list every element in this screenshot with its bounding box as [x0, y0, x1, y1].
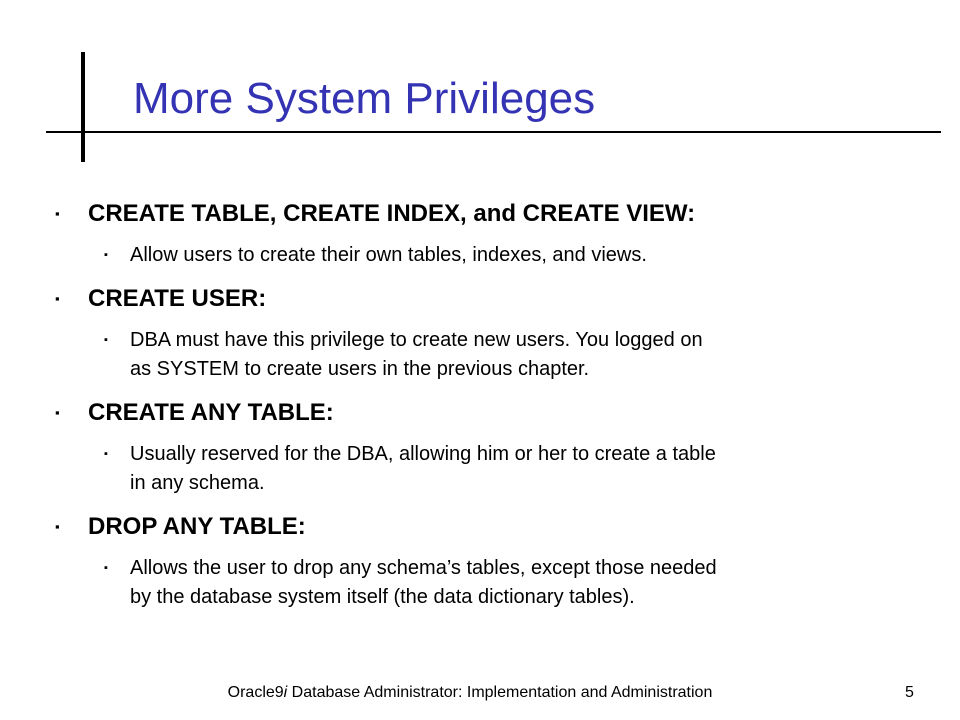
- sub-bullet-line: Usually reserved for the DBA, allowing him or her to create a table: [130, 443, 716, 465]
- slide-title: More System Privileges: [133, 74, 596, 123]
- square-bullet-icon: ▪: [104, 448, 108, 460]
- footer-prefix: Oracle9: [227, 684, 284, 701]
- slide-footer: [0, 682, 940, 704]
- sub-bullet-item: [50, 554, 920, 612]
- sub-bullet-line: by the database system itself (the data dictionary tables).: [130, 586, 635, 608]
- bullet-heading: CREATE USER:: [88, 285, 267, 312]
- square-bullet-icon: ▪: [55, 206, 60, 221]
- bullet-item: [50, 198, 920, 230]
- decorative-horizontal-rule: [46, 131, 941, 133]
- square-bullet-icon: ▪: [55, 291, 60, 306]
- sub-bullet-line: in any schema.: [130, 472, 265, 494]
- sub-bullet-line: Allows the user to drop any schema’s tables, except those needed: [130, 557, 717, 579]
- sub-bullet-item: [50, 440, 920, 498]
- square-bullet-icon: ▪: [55, 405, 60, 420]
- bullet-heading: CREATE ANY TABLE:: [88, 399, 334, 426]
- sub-bullet-line: Allow users to create their own tables, indexes, and views.: [130, 244, 647, 266]
- square-bullet-icon: ▪: [104, 249, 108, 261]
- footer-italic-letter: i: [283, 684, 288, 701]
- square-bullet-icon: ▪: [104, 334, 108, 346]
- bullet-item: [50, 511, 920, 543]
- footer-suffix: Database Administrator: Implementation and Administration: [287, 684, 713, 701]
- square-bullet-icon: ▪: [104, 562, 108, 574]
- bullet-heading: CREATE TABLE, CREATE INDEX, and CREATE VIEW:: [88, 200, 696, 227]
- sub-bullet-line: as SYSTEM to create users in the previous chapter.: [130, 358, 590, 380]
- page-number: 5: [905, 684, 914, 701]
- sub-bullet-item: [50, 241, 920, 270]
- bullet-heading: DROP ANY TABLE:: [88, 513, 306, 540]
- sub-bullet-item: [50, 326, 920, 384]
- bullet-item: [50, 283, 920, 315]
- decorative-vertical-rule: [81, 52, 85, 162]
- bullet-item: [50, 397, 920, 429]
- square-bullet-icon: ▪: [55, 519, 60, 534]
- bullet-list: [50, 198, 920, 612]
- sub-bullet-line: DBA must have this privilege to create new users. You logged on: [130, 329, 703, 351]
